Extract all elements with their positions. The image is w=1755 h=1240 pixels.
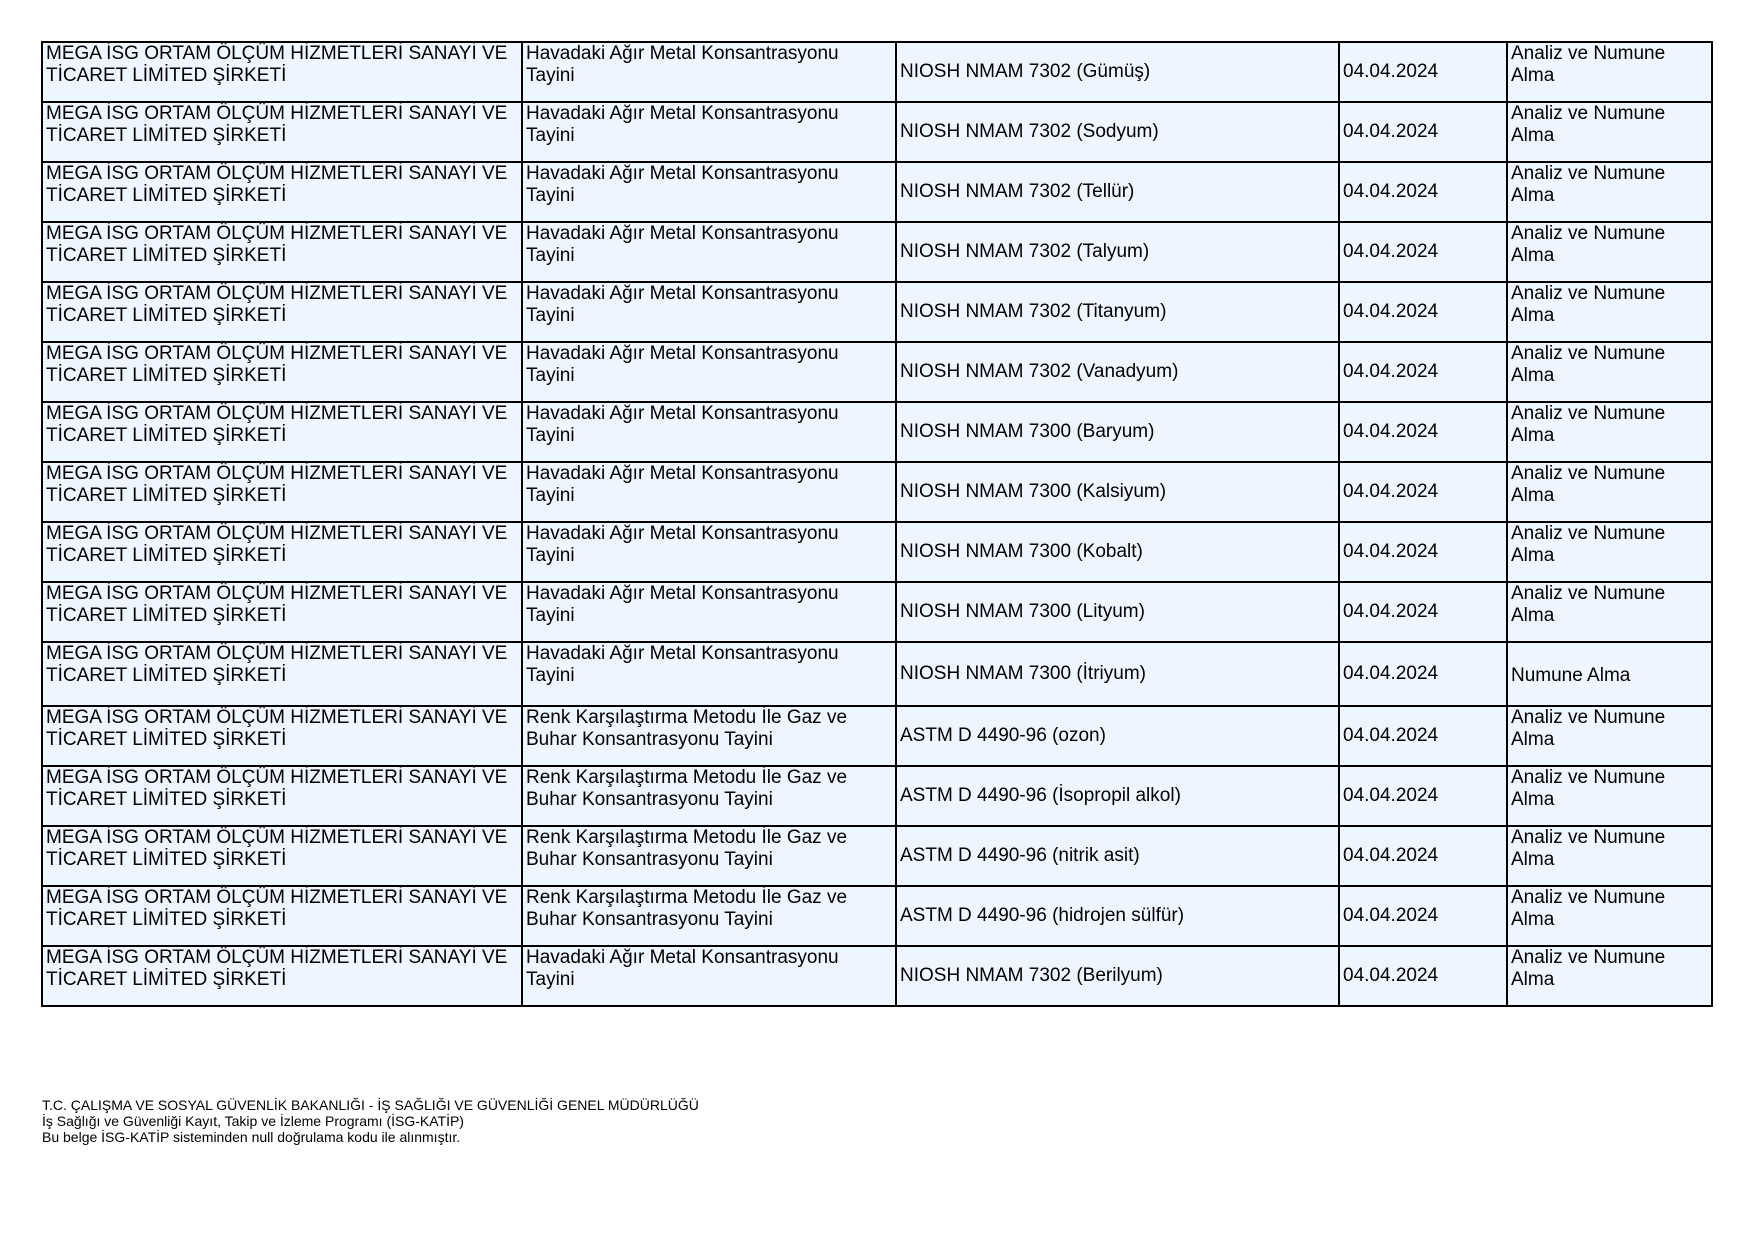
firm-cell [42, 582, 522, 642]
method-cell [896, 462, 1339, 522]
date: 04.04.2024 [1343, 725, 1439, 746]
scope-cell [1507, 462, 1712, 522]
date-cell [1339, 886, 1507, 946]
date-cell [1339, 826, 1507, 886]
footer-ministry-line: T.C. ÇALIŞMA VE SOSYAL GÜVENLİK BAKANLIĞI - İŞ SAĞLIĞI VE GÜVENLİĞİ GENEL MÜDÜRLÜĞÜ [42, 1097, 699, 1113]
date-cell [1339, 42, 1507, 102]
method-cell [896, 42, 1339, 102]
firm-name: MEGA İSG ORTAM ÖLÇÜM HİZMETLERİ SANAYİ VE TİCARET LİMİTED ŞİRKETİ [46, 767, 508, 810]
document-footer [42, 1097, 699, 1145]
method: NIOSH NMAM 7300 (İtriyum) [900, 663, 1146, 684]
footer-program-line: İş Sağlığı ve Güvenliği Kayıt, Takip ve İzleme Programı (İSG-KATİP) [42, 1113, 464, 1129]
scope: Analiz ve Numune Alma [1511, 707, 1666, 750]
method: NIOSH NMAM 7302 (Tellür) [900, 181, 1135, 202]
table-row [42, 522, 1712, 582]
firm-cell [42, 642, 522, 706]
measurement-type: Havadaki Ağır Metal Konsantrasyonu Tayini [526, 403, 839, 446]
measurement-type-cell [522, 766, 896, 826]
firm-name: MEGA İSG ORTAM ÖLÇÜM HİZMETLERİ SANAYİ VE TİCARET LİMİTED ŞİRKETİ [46, 43, 508, 86]
firm-cell [42, 766, 522, 826]
date-cell [1339, 162, 1507, 222]
firm-cell [42, 342, 522, 402]
method-cell [896, 282, 1339, 342]
method-cell [896, 826, 1339, 886]
date-cell [1339, 582, 1507, 642]
firm-cell [42, 706, 522, 766]
measurement-type: Havadaki Ağır Metal Konsantrasyonu Tayini [526, 103, 839, 146]
measurement-type-cell [522, 886, 896, 946]
scope-cell [1507, 282, 1712, 342]
firm-name: MEGA İSG ORTAM ÖLÇÜM HİZMETLERİ SANAYİ VE TİCARET LİMİTED ŞİRKETİ [46, 283, 508, 326]
table-row [42, 402, 1712, 462]
method: ASTM D 4490-96 (nitrik asit) [900, 845, 1140, 866]
firm-cell [42, 462, 522, 522]
date-cell [1339, 766, 1507, 826]
scope-cell [1507, 826, 1712, 886]
table-row [42, 342, 1712, 402]
table-row [42, 282, 1712, 342]
date-cell [1339, 462, 1507, 522]
scope: Analiz ve Numune Alma [1511, 403, 1666, 446]
method: NIOSH NMAM 7302 (Talyum) [900, 241, 1150, 262]
scope-cell [1507, 582, 1712, 642]
date-cell [1339, 222, 1507, 282]
method-cell [896, 102, 1339, 162]
date-cell [1339, 402, 1507, 462]
scope-cell [1507, 222, 1712, 282]
measurement-type-cell [522, 826, 896, 886]
firm-cell [42, 42, 522, 102]
table-row [42, 766, 1712, 826]
date: 04.04.2024 [1343, 845, 1439, 866]
measurement-type-cell [522, 222, 896, 282]
scope: Numune Alma [1511, 665, 1631, 686]
measurement-type-cell [522, 102, 896, 162]
accreditation-table [41, 41, 1713, 1007]
measurement-type-cell [522, 282, 896, 342]
firm-cell [42, 162, 522, 222]
firm-name: MEGA İSG ORTAM ÖLÇÜM HİZMETLERİ SANAYİ VE TİCARET LİMİTED ŞİRKETİ [46, 643, 508, 686]
measurement-type-cell [522, 402, 896, 462]
scope: Analiz ve Numune Alma [1511, 827, 1666, 870]
firm-cell [42, 402, 522, 462]
scope: Analiz ve Numune Alma [1511, 223, 1666, 266]
scope-cell [1507, 162, 1712, 222]
footer-verification-line: Bu belge İSG-KATİP sisteminden null doğrulama kodu ile alınmıştır. [42, 1129, 461, 1145]
firm-cell [42, 826, 522, 886]
measurement-type-cell [522, 706, 896, 766]
method: ASTM D 4490-96 (İsopropil alkol) [900, 785, 1181, 806]
table-row [42, 886, 1712, 946]
scope-cell [1507, 342, 1712, 402]
method-cell [896, 342, 1339, 402]
measurement-type-cell [522, 342, 896, 402]
table-row [42, 102, 1712, 162]
measurement-type: Havadaki Ağır Metal Konsantrasyonu Tayini [526, 463, 839, 506]
scope: Analiz ve Numune Alma [1511, 947, 1666, 990]
measurement-type: Havadaki Ağır Metal Konsantrasyonu Tayini [526, 643, 839, 686]
method-cell [896, 886, 1339, 946]
firm-name: MEGA İSG ORTAM ÖLÇÜM HİZMETLERİ SANAYİ VE TİCARET LİMİTED ŞİRKETİ [46, 163, 508, 206]
firm-name: MEGA İSG ORTAM ÖLÇÜM HİZMETLERİ SANAYİ VE TİCARET LİMİTED ŞİRKETİ [46, 827, 508, 870]
firm-cell [42, 282, 522, 342]
measurement-type-cell [522, 582, 896, 642]
method-cell [896, 582, 1339, 642]
firm-name: MEGA İSG ORTAM ÖLÇÜM HİZMETLERİ SANAYİ VE TİCARET LİMİTED ŞİRKETİ [46, 343, 508, 386]
method: NIOSH NMAM 7302 (Sodyum) [900, 121, 1159, 142]
date-cell [1339, 522, 1507, 582]
date-cell [1339, 946, 1507, 1006]
scope: Analiz ve Numune Alma [1511, 163, 1666, 206]
measurement-type: Havadaki Ağır Metal Konsantrasyonu Tayini [526, 947, 839, 990]
measurement-type-cell [522, 522, 896, 582]
date: 04.04.2024 [1343, 61, 1439, 82]
measurement-type: Havadaki Ağır Metal Konsantrasyonu Tayini [526, 43, 839, 86]
scope-cell [1507, 706, 1712, 766]
method-cell [896, 522, 1339, 582]
date: 04.04.2024 [1343, 905, 1439, 926]
method: NIOSH NMAM 7302 (Titanyum) [900, 301, 1167, 322]
firm-name: MEGA İSG ORTAM ÖLÇÜM HİZMETLERİ SANAYİ VE TİCARET LİMİTED ŞİRKETİ [46, 583, 508, 626]
date: 04.04.2024 [1343, 421, 1439, 442]
date: 04.04.2024 [1343, 181, 1439, 202]
measurement-type-cell [522, 162, 896, 222]
method: ASTM D 4490-96 (ozon) [900, 725, 1106, 746]
date: 04.04.2024 [1343, 241, 1439, 262]
scope: Analiz ve Numune Alma [1511, 103, 1666, 146]
table-row [42, 462, 1712, 522]
scope-cell [1507, 42, 1712, 102]
date: 04.04.2024 [1343, 361, 1439, 382]
scope: Analiz ve Numune Alma [1511, 523, 1666, 566]
scope-cell [1507, 946, 1712, 1006]
table-row [42, 582, 1712, 642]
date: 04.04.2024 [1343, 121, 1439, 142]
method: NIOSH NMAM 7302 (Vanadyum) [900, 361, 1179, 382]
measurement-type: Havadaki Ağır Metal Konsantrasyonu Tayini [526, 283, 839, 326]
method: NIOSH NMAM 7302 (Berilyum) [900, 965, 1163, 986]
method-cell [896, 642, 1339, 706]
table-row [42, 826, 1712, 886]
method-cell [896, 946, 1339, 1006]
firm-name: MEGA İSG ORTAM ÖLÇÜM HİZMETLERİ SANAYİ VE TİCARET LİMİTED ŞİRKETİ [46, 403, 508, 446]
scope-cell [1507, 886, 1712, 946]
method-cell [896, 162, 1339, 222]
measurement-type-cell [522, 946, 896, 1006]
measurement-type: Havadaki Ağır Metal Konsantrasyonu Tayini [526, 163, 839, 206]
scope: Analiz ve Numune Alma [1511, 767, 1666, 810]
firm-name: MEGA İSG ORTAM ÖLÇÜM HİZMETLERİ SANAYİ VE TİCARET LİMİTED ŞİRKETİ [46, 223, 508, 266]
table-row [42, 42, 1712, 102]
scope-cell [1507, 102, 1712, 162]
measurement-type: Renk Karşılaştırma Metodu İle Gaz ve Buhar Konsantrasyonu Tayini [526, 707, 848, 750]
firm-cell [42, 946, 522, 1006]
measurement-type: Havadaki Ağır Metal Konsantrasyonu Tayini [526, 523, 839, 566]
measurement-type: Havadaki Ağır Metal Konsantrasyonu Tayini [526, 343, 839, 386]
date: 04.04.2024 [1343, 965, 1439, 986]
method: NIOSH NMAM 7300 (Baryum) [900, 421, 1155, 442]
table-body [42, 42, 1712, 1006]
firm-cell [42, 522, 522, 582]
measurement-type-cell [522, 462, 896, 522]
firm-name: MEGA İSG ORTAM ÖLÇÜM HİZMETLERİ SANAYİ VE TİCARET LİMİTED ŞİRKETİ [46, 463, 508, 506]
method-cell [896, 766, 1339, 826]
method-cell [896, 402, 1339, 462]
firm-cell [42, 222, 522, 282]
scope-cell [1507, 402, 1712, 462]
method-cell [896, 222, 1339, 282]
scope: Analiz ve Numune Alma [1511, 343, 1666, 386]
table-row [42, 162, 1712, 222]
date: 04.04.2024 [1343, 481, 1439, 502]
date: 04.04.2024 [1343, 301, 1439, 322]
date: 04.04.2024 [1343, 541, 1439, 562]
method-cell [896, 706, 1339, 766]
measurement-type: Havadaki Ağır Metal Konsantrasyonu Tayini [526, 223, 839, 266]
method: ASTM D 4490-96 (hidrojen sülfür) [900, 905, 1185, 926]
table-row [42, 642, 1712, 706]
scope: Analiz ve Numune Alma [1511, 283, 1666, 326]
scope-cell [1507, 522, 1712, 582]
date-cell [1339, 282, 1507, 342]
table-row [42, 946, 1712, 1006]
scope: Analiz ve Numune Alma [1511, 43, 1666, 86]
table-row [42, 222, 1712, 282]
date-cell [1339, 342, 1507, 402]
firm-name: MEGA İSG ORTAM ÖLÇÜM HİZMETLERİ SANAYİ VE TİCARET LİMİTED ŞİRKETİ [46, 707, 508, 750]
method: NIOSH NMAM 7302 (Gümüş) [900, 61, 1151, 82]
measurement-type-cell [522, 642, 896, 706]
scope: Analiz ve Numune Alma [1511, 583, 1666, 626]
scope-cell [1507, 642, 1712, 706]
scope: Analiz ve Numune Alma [1511, 887, 1666, 930]
firm-cell [42, 886, 522, 946]
firm-name: MEGA İSG ORTAM ÖLÇÜM HİZMETLERİ SANAYİ VE TİCARET LİMİTED ŞİRKETİ [46, 947, 508, 990]
date: 04.04.2024 [1343, 663, 1439, 684]
date-cell [1339, 102, 1507, 162]
firm-name: MEGA İSG ORTAM ÖLÇÜM HİZMETLERİ SANAYİ VE TİCARET LİMİTED ŞİRKETİ [46, 887, 508, 930]
method: NIOSH NMAM 7300 (Lityum) [900, 601, 1145, 622]
method: NIOSH NMAM 7300 (Kobalt) [900, 541, 1143, 562]
table-row [42, 706, 1712, 766]
measurement-type: Havadaki Ağır Metal Konsantrasyonu Tayini [526, 583, 839, 626]
measurement-type: Renk Karşılaştırma Metodu İle Gaz ve Buhar Konsantrasyonu Tayini [526, 887, 848, 930]
date: 04.04.2024 [1343, 785, 1439, 806]
method: NIOSH NMAM 7300 (Kalsiyum) [900, 481, 1167, 502]
date-cell [1339, 642, 1507, 706]
measurement-type-cell [522, 42, 896, 102]
measurement-type: Renk Karşılaştırma Metodu İle Gaz ve Buhar Konsantrasyonu Tayini [526, 767, 848, 810]
firm-name: MEGA İSG ORTAM ÖLÇÜM HİZMETLERİ SANAYİ VE TİCARET LİMİTED ŞİRKETİ [46, 523, 508, 566]
scope: Analiz ve Numune Alma [1511, 463, 1666, 506]
firm-cell [42, 102, 522, 162]
scope-cell [1507, 766, 1712, 826]
date-cell [1339, 706, 1507, 766]
date: 04.04.2024 [1343, 601, 1439, 622]
measurement-type: Renk Karşılaştırma Metodu İle Gaz ve Buhar Konsantrasyonu Tayini [526, 827, 848, 870]
firm-name: MEGA İSG ORTAM ÖLÇÜM HİZMETLERİ SANAYİ VE TİCARET LİMİTED ŞİRKETİ [46, 103, 508, 146]
